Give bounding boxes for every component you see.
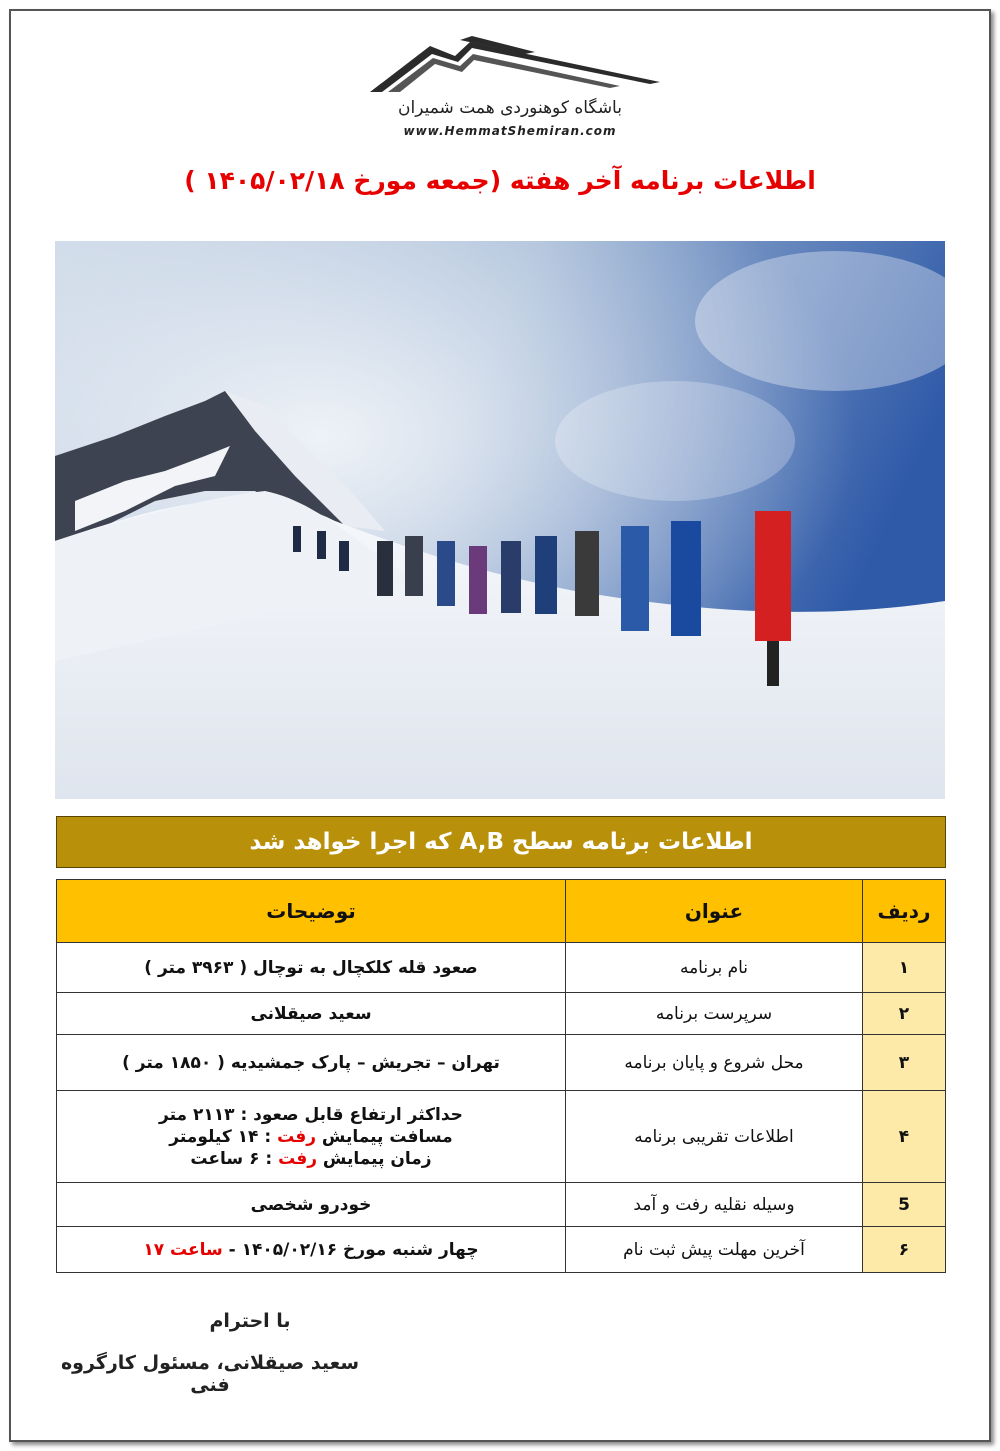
program-info-table xyxy=(56,879,946,1273)
row-index: ۳ xyxy=(863,1035,946,1091)
row-title: نام برنامه xyxy=(566,943,863,993)
row-index: 5 xyxy=(863,1183,946,1227)
mountain-logo-icon xyxy=(360,34,660,98)
table-row xyxy=(57,1227,946,1273)
row-index: ۴ xyxy=(863,1091,946,1183)
row-index: ۱ xyxy=(863,943,946,993)
header-title: عنوان xyxy=(566,880,863,943)
duration-line: زمان پیمایش رفت : ۶ ساعت xyxy=(190,1148,432,1169)
section-title: اطلاعات برنامه سطح A,B که اجرا خواهد شد xyxy=(56,816,946,868)
table-header-row xyxy=(57,880,946,943)
row-title: محل شروع و پایان برنامه xyxy=(566,1035,863,1091)
row-title: سرپرست برنامه xyxy=(566,993,863,1035)
table-row xyxy=(57,943,946,993)
row-details: خودرو شخصی xyxy=(57,1183,566,1227)
club-name: باشگاه کوهنوردی همت شمیران xyxy=(398,98,622,118)
table-row xyxy=(57,1035,946,1091)
table-row xyxy=(57,1183,946,1227)
row-index: ۶ xyxy=(863,1227,946,1273)
row-title: وسیله نقلیه رفت و آمد xyxy=(566,1183,863,1227)
table-row xyxy=(57,993,946,1035)
mountain-climbers-photo xyxy=(55,241,945,799)
row-details: سعید صیقلانی xyxy=(57,993,566,1035)
row-details: صعود قله کلکچال به توچال ( ۳۹۶۳ متر ) xyxy=(57,943,566,993)
page-title: اطلاعات برنامه آخر هفته (جمعه مورخ ۱۴۰۵/۰۲/۱۸ ) xyxy=(184,166,816,195)
club-url[interactable]: www.HemmatShemiran.com xyxy=(403,124,617,138)
regards-text: با احترام xyxy=(209,1310,291,1332)
row-title: اطلاعات تقریبی برنامه xyxy=(566,1091,863,1183)
header-details: توضیحات xyxy=(57,880,566,943)
row-title: آخرین مهلت پیش ثبت نام xyxy=(566,1227,863,1273)
row-details: تهران – تجریش – پارک جمشیدیه ( ۱۸۵۰ متر ) xyxy=(57,1035,566,1091)
table-row xyxy=(57,1091,946,1183)
header-index: ردیف xyxy=(863,880,946,943)
row-details xyxy=(57,1091,566,1183)
row-details: چهار شنبه مورخ ۱۴۰۵/۰۲/۱۶ - ساعت ۱۷ xyxy=(57,1227,566,1273)
row-index: ۲ xyxy=(863,993,946,1035)
distance-line: مسافت پیمایش رفت : ۱۴ کیلومتر xyxy=(169,1126,453,1147)
club-logo xyxy=(360,34,660,144)
max-altitude-line: حداکثر ارتفاع قابل صعود : ۲۱۱۳ متر xyxy=(159,1104,463,1125)
signature-text: سعید صیقلانی، مسئول کارگروه فنی xyxy=(60,1352,360,1396)
